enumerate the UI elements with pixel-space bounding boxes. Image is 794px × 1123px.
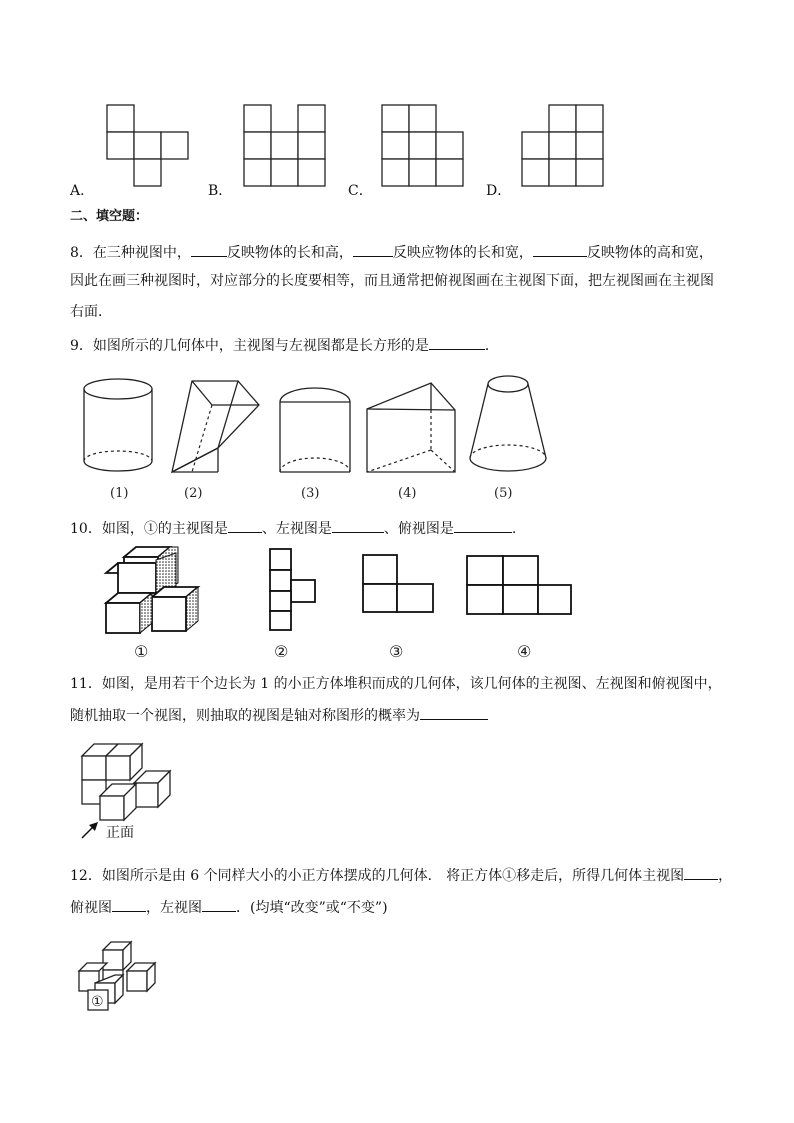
fig-label-circle-1: ① (134, 642, 149, 661)
q9-text-a: 9．如图所示的几何体中，主视图与左视图都是长方形的是 (70, 338, 429, 354)
option-d-label: D． (486, 183, 512, 199)
fig-label-circle-3: ③ (389, 642, 404, 661)
fig-label-3: (3) (301, 486, 320, 501)
section-title: 二、填空题： (70, 209, 149, 224)
front-label: 正面 (106, 825, 134, 841)
option-c-label: C． (348, 183, 373, 199)
fig-label-1: (1) (110, 486, 129, 501)
fig-label-4: (4) (398, 486, 417, 501)
q10-text-a: 10．如图，①的主视图是 (70, 521, 228, 537)
q10-text-b: 、左视图是 (261, 521, 332, 537)
fig-label-circle-2: ② (274, 642, 289, 661)
q12-text-d: ，左视图 (146, 900, 202, 916)
q8-line3: 右面． (70, 304, 112, 320)
q8-text-d: 反映物体的高和宽， (586, 245, 713, 261)
q12-text-a: 12．如图所示是由 6 个同样大小的小正方体摆成的几何体． 将正方体①移走后，所得几何体主视图 (70, 868, 685, 884)
q12-text-e: ．(均填“改变”或“不变”) (236, 900, 388, 916)
cube-label: ① (91, 994, 104, 1010)
q8-text-c: 反映应物体的长和宽， (392, 245, 533, 261)
q11-text: 随机抽取一个视图，则抽取的视图是轴对称图形的概率为 (70, 708, 420, 724)
fig-label-5: (5) (494, 486, 513, 501)
q11-line1: 11．如图，是用若干个边长为 1 的小正方体堆积而成的几何体，该几何体的主视图、左视图和俯视图中， (70, 676, 722, 692)
option-b-label: B． (208, 183, 233, 199)
q12-text-b: ， (718, 868, 733, 884)
q9-text-b: ． (484, 338, 499, 354)
fig-label-2: (2) (184, 486, 203, 501)
q10-text-d: . (511, 521, 517, 537)
q10-text-c: 、俯视图是 (383, 521, 454, 537)
option-a-label: A． (70, 183, 95, 199)
q8-text-b: 反映物体的长和高， (226, 245, 353, 261)
fig-label-circle-4: ④ (517, 642, 532, 661)
q8-text-a: 8．在三种视图中， (70, 245, 191, 261)
q8-line2: 因此在画三种视图时，对应部分的长度要相等，而且通常把俯视图画在主视图下面，把左视图画在主视图 (70, 273, 714, 289)
q12-text-c: 俯视图 (70, 900, 112, 916)
